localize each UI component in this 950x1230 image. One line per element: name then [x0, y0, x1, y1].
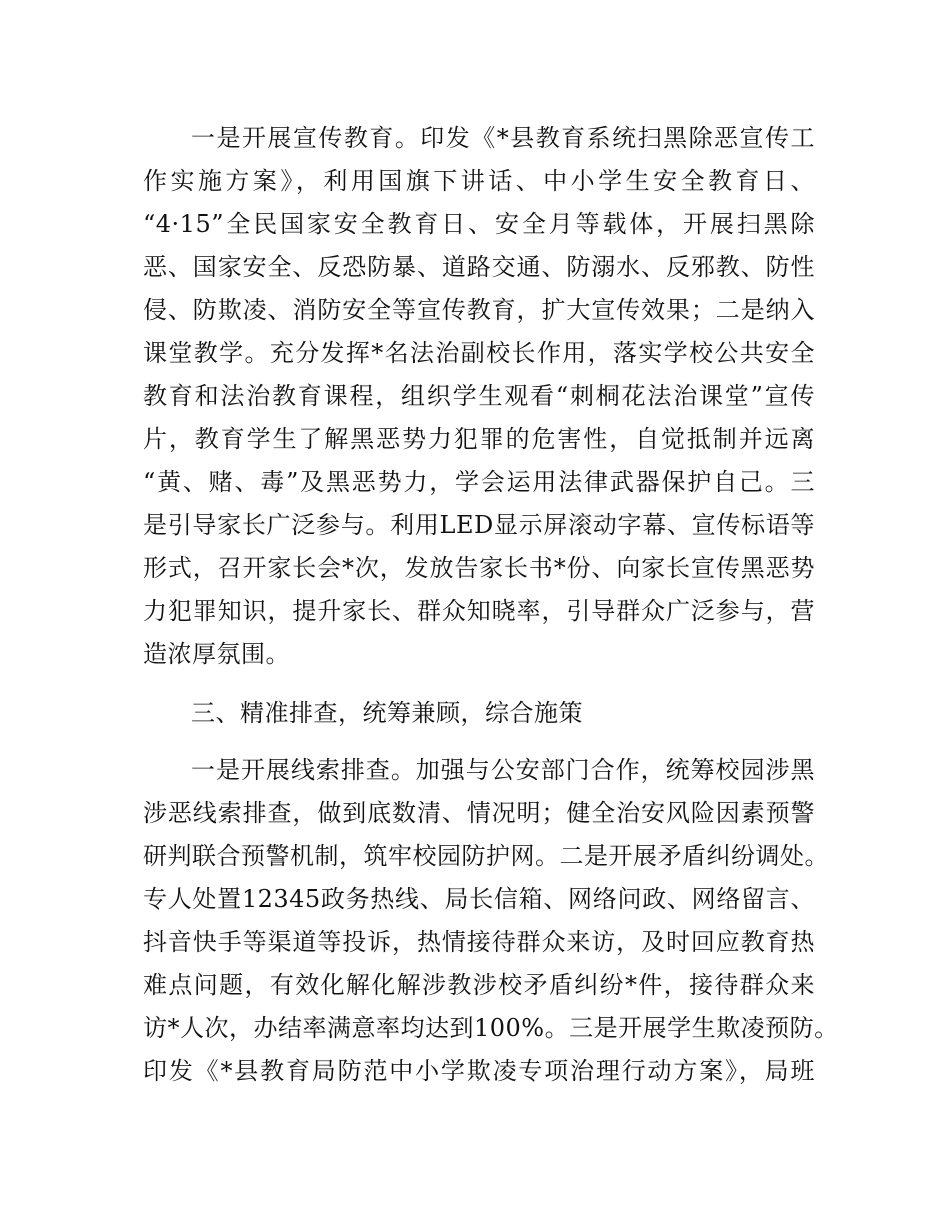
- paragraph-line: 印发《*县教育局防范中小学欺凌专项治理行动方案》，局班: [143, 1057, 815, 1085]
- paragraph-line: 研判联合预警机制，筑牢校园防护网。二是开展矛盾纠纷调处。: [143, 842, 829, 870]
- paragraph-line: “黄、赌、毒”及黑恶势力，学会运用法律武器保护自己。三: [143, 468, 815, 496]
- paragraph-line: 一是开展宣传教育。印发《*县教育系统扫黑除恶宣传工: [191, 124, 815, 152]
- paragraph-line: 教育和法治教育课程，组织学生观看“刺桐花法治课堂”宣传: [143, 382, 815, 410]
- paragraph-line: 难点问题，有效化解化解涉教涉校矛盾纠纷*件，接待群众来: [143, 971, 815, 999]
- paragraph-line: 侵、防欺凌、消防安全等宣传教育，扩大宣传效果；二是纳入: [143, 296, 815, 324]
- paragraph-line: 形式，召开家长会*次，发放告家长书*份、向家长宣传黑恶势: [143, 554, 815, 582]
- paragraph-line: 片，教育学生了解黑恶势力犯罪的危害性，自觉抵制并远离: [143, 425, 815, 453]
- section-heading: 三、精准排查，统筹兼顾，综合施策: [191, 699, 583, 727]
- paragraph-line: 专人处置12345政务热线、局长信箱、网络问政、网络留言、: [143, 885, 815, 913]
- paragraph-line: 是引导家长广泛参与。利用LED显示屏滚动字幕、宣传标语等: [143, 511, 815, 539]
- paragraph-line: 一是开展线索排查。加强与公安部门合作，统筹校园涉黑: [191, 756, 815, 784]
- paragraph-line: 访*人次，办结率满意率均达到100%。三是开展学生欺凌预防。: [143, 1014, 839, 1042]
- paragraph-line: 课堂教学。充分发挥*名法治副校长作用，落实学校公共安全: [143, 339, 815, 367]
- paragraph-line: 涉恶线索排查，做到底数清、情况明；健全治安风险因素预警: [143, 799, 815, 827]
- paragraph-line: 恶、国家安全、反恐防暴、道路交通、防溺水、反邪教、防性: [143, 253, 815, 281]
- paragraph-line: 造浓厚氛围。: [143, 640, 290, 668]
- paragraph-line: “4·15”全民国家安全教育日、安全月等载体，开展扫黑除: [143, 210, 815, 238]
- paragraph-line: 抖音快手等渠道等投诉，热情接待群众来访，及时回应教育热: [143, 928, 815, 956]
- paragraph-line: 作实施方案》，利用国旗下讲话、中小学生安全教育日、: [143, 167, 815, 195]
- paragraph-line: 力犯罪知识，提升家长、群众知晓率，引导群众广泛参与，营: [143, 597, 815, 625]
